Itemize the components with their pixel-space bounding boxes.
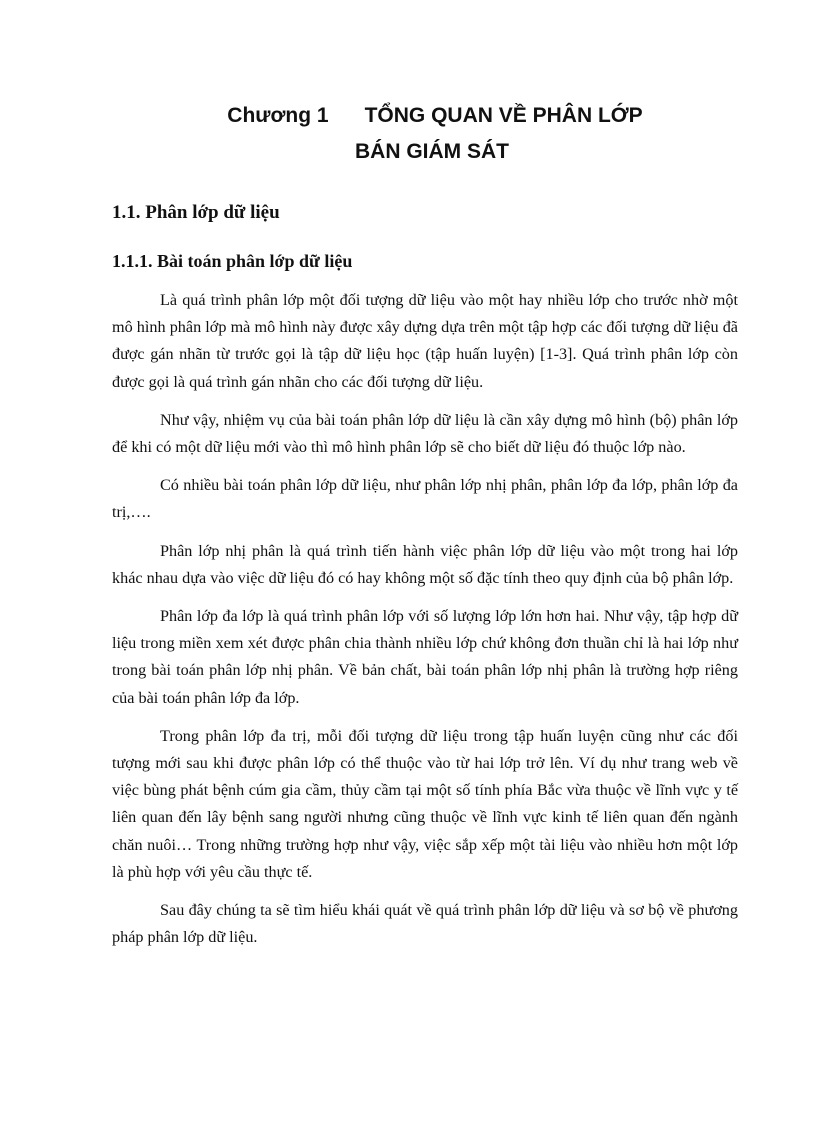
chapter-number: Chương 1 [227, 104, 329, 127]
paragraph-2: Như vậy, nhiệm vụ của bài toán phân lớp dữ liệu là cần xây dựng mô hình (bộ) phân lớp để khi có một dữ liệu mới vào thì mô hình phân lớp sẽ cho biết dữ liệu đó thuộc lớp nào. [112, 410, 738, 457]
paragraph-3: Có nhiều bài toán phân lớp dữ liệu, như phân lớp nhị phân, phân lớp đa lớp, phân lớp đa trị,…. [112, 476, 738, 522]
paragraph-5: Phân lớp đa lớp là quá trình phân lớp với số lượng lớp lớn hơn hai. Như vậy, tập hợp dữ liệu trong miền xem xét được phân chia thành nhiều lớp chứ không đơn thuần chỉ là hai lớp như trong bài toán phân lớp nhị phân. Về bản chất, bài toán phân lớp nhị phân là trường hợp riêng của bài toán phân lớp đa lớp. [112, 607, 738, 707]
chapter-title-text-line2: BÁN GIÁM SÁT [355, 140, 509, 163]
paragraph-6: Trong phân lớp đa trị, mỗi đối tượng dữ liệu trong tập huấn luyện cũng như các đối tượng mới sau khi được phân lớp có thể thuộc vào từ hai lớp trở lên. Ví dụ như trang web về việc bùng phát bệnh cúm gia cầm, thủy cầm tại một số tính phía Bắc vừa thuộc về lĩnh vực y tế liên quan đến lây bệnh sang người nhưng cũng thuộc về lĩnh vực kinh tế liên quan đến ngành chăn nuôi… Trong những trường hợp như vậy, việc sắp xếp một tài liệu vào nhiều hơn một lớp là phù hợp với yêu cầu thực tế. [112, 726, 738, 881]
document-page [112, 98, 738, 951]
section-heading: 1.1. Phân lớp dữ liệu [112, 202, 280, 223]
paragraph-7: Sau đây chúng ta sẽ tìm hiểu khái quát về quá trình phân lớp dữ liệu và sơ bộ về phương pháp phân lớp dữ liệu. [112, 901, 738, 947]
subsection-heading: 1.1.1. Bài toán phân lớp dữ liệu [112, 251, 353, 271]
chapter-title-line1 [112, 98, 738, 134]
paragraph-1: Là quá trình phân lớp một đối tượng dữ liệu vào một hay nhiều lớp cho trước nhờ một mô hình phân lớp mà mô hình này được xây dựng dựa trên một tập hợp các đối tượng dữ liệu đã được gán nhãn từ trước gọi là tập dữ liệu học (tập huấn luyện) [1-3]. Quá trình phân lớp còn được gọi là quá trình gán nhãn cho các đối tượng dữ liệu. [112, 291, 738, 391]
paragraph-4: Phân lớp nhị phân là quá trình tiến hành việc phân lớp dữ liệu vào một trong hai lớp khác nhau dựa vào việc dữ liệu đó có hay không một số đặc tính theo quy định của bộ phân lớp. [112, 541, 738, 587]
chapter-title-text-line1: TỔNG QUAN VỀ PHÂN LỚP [364, 104, 643, 127]
chapter-title [112, 98, 738, 170]
